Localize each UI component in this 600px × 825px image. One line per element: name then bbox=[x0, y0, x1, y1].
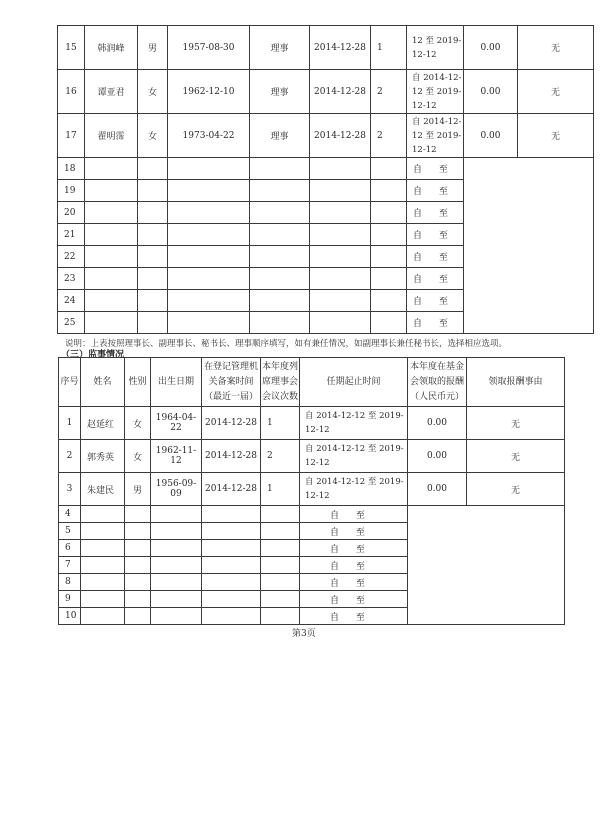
empty-cell bbox=[168, 224, 250, 246]
spacer bbox=[422, 187, 439, 197]
term-period-line: 12 至 2019- bbox=[412, 130, 462, 141]
term-from: 自 bbox=[330, 612, 340, 623]
row-number: 9 bbox=[59, 591, 81, 608]
row-number: 15 bbox=[58, 26, 85, 70]
term-period-line: 12-12 bbox=[412, 144, 437, 155]
term-period bbox=[407, 158, 464, 180]
table-row bbox=[58, 26, 594, 70]
term-period bbox=[300, 440, 408, 473]
empty-cell bbox=[310, 268, 371, 290]
row-number: 21 bbox=[58, 224, 85, 246]
row-number: 7 bbox=[59, 557, 81, 574]
birth-date: 1957-08-30 bbox=[168, 26, 250, 70]
term-to: 至 bbox=[438, 275, 448, 285]
empty-cell bbox=[310, 180, 371, 202]
empty-cell bbox=[85, 246, 138, 268]
spacer bbox=[422, 231, 439, 241]
birth-date: 1973-04-22 bbox=[168, 114, 250, 158]
header-meetings: 本年度列席理事会会议次数 bbox=[261, 358, 300, 407]
empty-cell bbox=[81, 523, 125, 540]
empty-cell bbox=[138, 158, 168, 180]
empty-cell bbox=[261, 523, 300, 540]
spacer bbox=[422, 253, 439, 263]
filing-date: 2014-12-28 bbox=[202, 407, 261, 440]
meeting-count: 1 bbox=[261, 407, 300, 440]
gender: 女 bbox=[125, 440, 151, 473]
row-number: 10 bbox=[59, 608, 81, 625]
term-period-line: 自 2014-12-12 至 2019- bbox=[305, 411, 404, 421]
spacer bbox=[339, 596, 356, 606]
term-from: 自 bbox=[413, 275, 423, 285]
term-from: 自 bbox=[413, 253, 423, 263]
table-note: 说明：上表按照理事长、副理事长、秘书长、理事顺序填写，如有兼任情况，如副理事长兼任秘书长，选择相应选项。 bbox=[65, 339, 508, 349]
empty-cell bbox=[371, 180, 407, 202]
term-period bbox=[300, 540, 408, 557]
position: 理事 bbox=[250, 26, 310, 70]
empty-cell bbox=[138, 246, 168, 268]
empty-cell bbox=[310, 246, 371, 268]
row-number: 19 bbox=[58, 180, 85, 202]
empty-cell bbox=[125, 574, 151, 591]
empty-cell bbox=[85, 180, 138, 202]
row-number: 18 bbox=[58, 158, 85, 180]
empty-cell bbox=[81, 574, 125, 591]
meeting-count: 2 bbox=[261, 440, 300, 473]
term-period bbox=[407, 224, 464, 246]
header-reason: 领取报酬事由 bbox=[467, 358, 565, 407]
empty-cell bbox=[168, 158, 250, 180]
term-period bbox=[407, 26, 464, 70]
empty-cell bbox=[81, 591, 125, 608]
empty-cell bbox=[202, 506, 261, 523]
term-from: 自 bbox=[330, 510, 340, 521]
empty-cell bbox=[261, 557, 300, 574]
empty-cell bbox=[85, 202, 138, 224]
supervisors-table bbox=[58, 357, 565, 625]
term-from: 自 bbox=[413, 231, 423, 241]
empty-cell bbox=[85, 290, 138, 312]
gender: 男 bbox=[138, 26, 168, 70]
birth-date: 1956-09-09 bbox=[151, 473, 202, 506]
term-to: 至 bbox=[355, 510, 365, 521]
row-number: 1 bbox=[59, 407, 81, 440]
header-birth: 出生日期 bbox=[151, 358, 202, 407]
remuneration-reason: 无 bbox=[467, 473, 565, 506]
term-from: 自 bbox=[413, 297, 423, 307]
empty-cell bbox=[81, 608, 125, 625]
empty-cell bbox=[151, 591, 202, 608]
term-from: 自 bbox=[330, 527, 340, 538]
term-from: 自 bbox=[413, 319, 423, 329]
row-number: 8 bbox=[59, 574, 81, 591]
row-number: 2 bbox=[59, 440, 81, 473]
term-to: 至 bbox=[355, 527, 365, 538]
gender: 女 bbox=[138, 70, 168, 114]
row-number: 3 bbox=[59, 473, 81, 506]
row-number: 5 bbox=[59, 523, 81, 540]
empty-cell bbox=[408, 506, 565, 625]
row-number: 17 bbox=[58, 114, 85, 158]
remuneration-reason: 无 bbox=[467, 440, 565, 473]
table-row bbox=[59, 407, 565, 440]
term-period bbox=[407, 312, 464, 334]
term-from: 自 bbox=[413, 187, 423, 197]
empty-cell bbox=[250, 202, 310, 224]
meeting-count: 2 bbox=[371, 114, 407, 158]
table-row bbox=[59, 473, 565, 506]
term-period-line: 12-12 bbox=[305, 425, 330, 435]
row-number: 25 bbox=[58, 312, 85, 334]
term-to: 至 bbox=[438, 165, 448, 175]
empty-cell bbox=[151, 557, 202, 574]
empty-cell bbox=[168, 202, 250, 224]
remuneration-reason: 无 bbox=[518, 70, 594, 114]
table-row bbox=[58, 158, 594, 180]
term-from: 自 bbox=[330, 578, 340, 589]
filing-date: 2014-12-28 bbox=[202, 440, 261, 473]
empty-cell bbox=[125, 506, 151, 523]
empty-cell bbox=[151, 574, 202, 591]
spacer bbox=[339, 511, 356, 521]
person-name: 朱建民 bbox=[81, 473, 125, 506]
empty-cell bbox=[138, 290, 168, 312]
term-period-line: 自 2014-12- bbox=[412, 72, 462, 83]
empty-cell bbox=[261, 540, 300, 557]
person-name: 郭秀英 bbox=[81, 440, 125, 473]
table-row bbox=[59, 440, 565, 473]
empty-cell bbox=[168, 312, 250, 334]
term-period-line: 自 2014-12-12 至 2019- bbox=[305, 444, 404, 454]
remuneration: 0.00 bbox=[408, 407, 467, 440]
row-number: 22 bbox=[58, 246, 85, 268]
filing-date: 2014-12-28 bbox=[310, 70, 371, 114]
empty-cell bbox=[151, 608, 202, 625]
term-to: 至 bbox=[438, 231, 448, 241]
birth-date: 1962-11-12 bbox=[151, 440, 202, 473]
remuneration-reason: 无 bbox=[518, 114, 594, 158]
empty-cell bbox=[202, 608, 261, 625]
header-name: 姓名 bbox=[81, 358, 125, 407]
position: 理事 bbox=[250, 114, 310, 158]
empty-cell bbox=[250, 268, 310, 290]
empty-cell bbox=[125, 608, 151, 625]
term-period-line: 12-12 bbox=[412, 49, 437, 60]
header-period: 任期起止时间 bbox=[300, 358, 408, 407]
person-name: 翟明霈 bbox=[85, 114, 138, 158]
table-row bbox=[58, 114, 594, 158]
row-number: 24 bbox=[58, 290, 85, 312]
header-remuneration: 本年度在基金会领取的报酬（人民币元） bbox=[408, 358, 467, 407]
filing-date: 2014-12-28 bbox=[310, 26, 371, 70]
term-to: 至 bbox=[355, 544, 365, 555]
term-from: 自 bbox=[330, 561, 340, 572]
meeting-count: 1 bbox=[371, 26, 407, 70]
term-to: 至 bbox=[438, 209, 448, 219]
empty-cell bbox=[310, 158, 371, 180]
empty-cell bbox=[81, 557, 125, 574]
empty-cell bbox=[310, 224, 371, 246]
empty-cell bbox=[81, 540, 125, 557]
empty-cell bbox=[85, 224, 138, 246]
spacer bbox=[339, 545, 356, 555]
empty-cell bbox=[81, 506, 125, 523]
spacer bbox=[339, 613, 356, 623]
empty-cell bbox=[371, 246, 407, 268]
birth-date: 1964-04-22 bbox=[151, 407, 202, 440]
empty-cell bbox=[250, 246, 310, 268]
term-period bbox=[407, 180, 464, 202]
remuneration-reason: 无 bbox=[518, 26, 594, 70]
empty-cell bbox=[138, 180, 168, 202]
empty-cell bbox=[371, 268, 407, 290]
empty-cell bbox=[261, 591, 300, 608]
empty-cell bbox=[202, 557, 261, 574]
term-period bbox=[407, 246, 464, 268]
birth-date: 1962-12-10 bbox=[168, 70, 250, 114]
term-period bbox=[407, 114, 464, 158]
term-from: 自 bbox=[413, 165, 423, 175]
term-to: 至 bbox=[355, 578, 365, 589]
meeting-count: 1 bbox=[261, 473, 300, 506]
person-name: 谭亚君 bbox=[85, 70, 138, 114]
empty-cell bbox=[168, 268, 250, 290]
empty-cell bbox=[151, 506, 202, 523]
empty-cell bbox=[250, 224, 310, 246]
meeting-count: 2 bbox=[371, 70, 407, 114]
empty-cell bbox=[138, 268, 168, 290]
empty-cell bbox=[125, 591, 151, 608]
term-period bbox=[407, 290, 464, 312]
term-period-line: 自 2014-12- bbox=[412, 116, 462, 127]
page-number: 第3页 bbox=[292, 629, 316, 639]
term-period bbox=[407, 70, 464, 114]
empty-cell bbox=[168, 246, 250, 268]
empty-cell bbox=[151, 540, 202, 557]
spacer bbox=[339, 528, 356, 538]
term-from: 自 bbox=[330, 544, 340, 555]
directors-table bbox=[57, 25, 594, 334]
term-period-line: 12-12 bbox=[412, 100, 437, 111]
spacer bbox=[339, 562, 356, 572]
empty-cell bbox=[310, 312, 371, 334]
header-gender: 性别 bbox=[125, 358, 151, 407]
empty-cell bbox=[250, 290, 310, 312]
gender: 女 bbox=[138, 114, 168, 158]
empty-cell bbox=[202, 523, 261, 540]
empty-cell bbox=[371, 202, 407, 224]
empty-cell bbox=[464, 158, 594, 334]
term-period bbox=[300, 523, 408, 540]
spacer bbox=[422, 209, 439, 219]
term-to: 至 bbox=[438, 253, 448, 263]
person-name: 韩润峰 bbox=[85, 26, 138, 70]
term-period bbox=[300, 591, 408, 608]
empty-cell bbox=[168, 180, 250, 202]
remuneration: 0.00 bbox=[464, 70, 518, 114]
term-to: 至 bbox=[438, 187, 448, 197]
empty-cell bbox=[371, 224, 407, 246]
empty-cell bbox=[202, 591, 261, 608]
term-period bbox=[300, 473, 408, 506]
section-title: （三）监事情况 bbox=[61, 350, 125, 360]
row-number: 20 bbox=[58, 202, 85, 224]
empty-cell bbox=[138, 224, 168, 246]
term-period bbox=[407, 202, 464, 224]
term-period-line: 12 至 2019- bbox=[412, 35, 462, 46]
empty-cell bbox=[250, 158, 310, 180]
row-number: 6 bbox=[59, 540, 81, 557]
row-number: 4 bbox=[59, 506, 81, 523]
empty-cell bbox=[371, 312, 407, 334]
remuneration: 0.00 bbox=[408, 440, 467, 473]
gender: 男 bbox=[125, 473, 151, 506]
spacer bbox=[422, 297, 439, 307]
remuneration-reason: 无 bbox=[467, 407, 565, 440]
position: 理事 bbox=[250, 70, 310, 114]
empty-cell bbox=[261, 574, 300, 591]
term-period-line: 12-12 bbox=[305, 491, 330, 501]
term-to: 至 bbox=[355, 612, 365, 623]
empty-cell bbox=[138, 202, 168, 224]
term-period-line: 12 至 2019- bbox=[412, 86, 462, 97]
table-row bbox=[59, 506, 565, 523]
empty-cell bbox=[371, 290, 407, 312]
term-from: 自 bbox=[330, 595, 340, 606]
term-to: 至 bbox=[438, 319, 448, 329]
person-name: 赵延红 bbox=[81, 407, 125, 440]
empty-cell bbox=[371, 158, 407, 180]
table-row bbox=[58, 70, 594, 114]
empty-cell bbox=[151, 523, 202, 540]
empty-cell bbox=[125, 557, 151, 574]
spacer bbox=[422, 275, 439, 285]
term-from: 自 bbox=[413, 209, 423, 219]
term-to: 至 bbox=[438, 297, 448, 307]
empty-cell bbox=[310, 290, 371, 312]
remuneration: 0.00 bbox=[408, 473, 467, 506]
empty-cell bbox=[85, 312, 138, 334]
term-period-line: 12-12 bbox=[305, 458, 330, 468]
term-to: 至 bbox=[355, 561, 365, 572]
remuneration: 0.00 bbox=[464, 114, 518, 158]
term-period bbox=[300, 407, 408, 440]
empty-cell bbox=[202, 540, 261, 557]
empty-cell bbox=[261, 506, 300, 523]
empty-cell bbox=[261, 608, 300, 625]
spacer bbox=[422, 165, 439, 175]
term-period bbox=[300, 557, 408, 574]
empty-cell bbox=[202, 574, 261, 591]
term-to: 至 bbox=[355, 595, 365, 606]
empty-cell bbox=[125, 523, 151, 540]
term-period bbox=[300, 506, 408, 523]
empty-cell bbox=[250, 180, 310, 202]
term-period-line: 自 2014-12-12 至 2019- bbox=[305, 477, 404, 487]
row-number: 23 bbox=[58, 268, 85, 290]
empty-cell bbox=[125, 540, 151, 557]
header-filing: 在登记管理机关备案时间（最近一届） bbox=[202, 358, 261, 407]
empty-cell bbox=[138, 312, 168, 334]
header-no: 序号 bbox=[59, 358, 81, 407]
row-number: 16 bbox=[58, 70, 85, 114]
empty-cell bbox=[168, 290, 250, 312]
empty-cell bbox=[85, 268, 138, 290]
filing-date: 2014-12-28 bbox=[202, 473, 261, 506]
remuneration: 0.00 bbox=[464, 26, 518, 70]
term-period bbox=[407, 268, 464, 290]
term-period bbox=[300, 608, 408, 625]
gender: 女 bbox=[125, 407, 151, 440]
spacer bbox=[339, 579, 356, 589]
empty-cell bbox=[310, 202, 371, 224]
term-period bbox=[300, 574, 408, 591]
empty-cell bbox=[85, 158, 138, 180]
filing-date: 2014-12-28 bbox=[310, 114, 371, 158]
spacer bbox=[422, 319, 439, 329]
empty-cell bbox=[250, 312, 310, 334]
